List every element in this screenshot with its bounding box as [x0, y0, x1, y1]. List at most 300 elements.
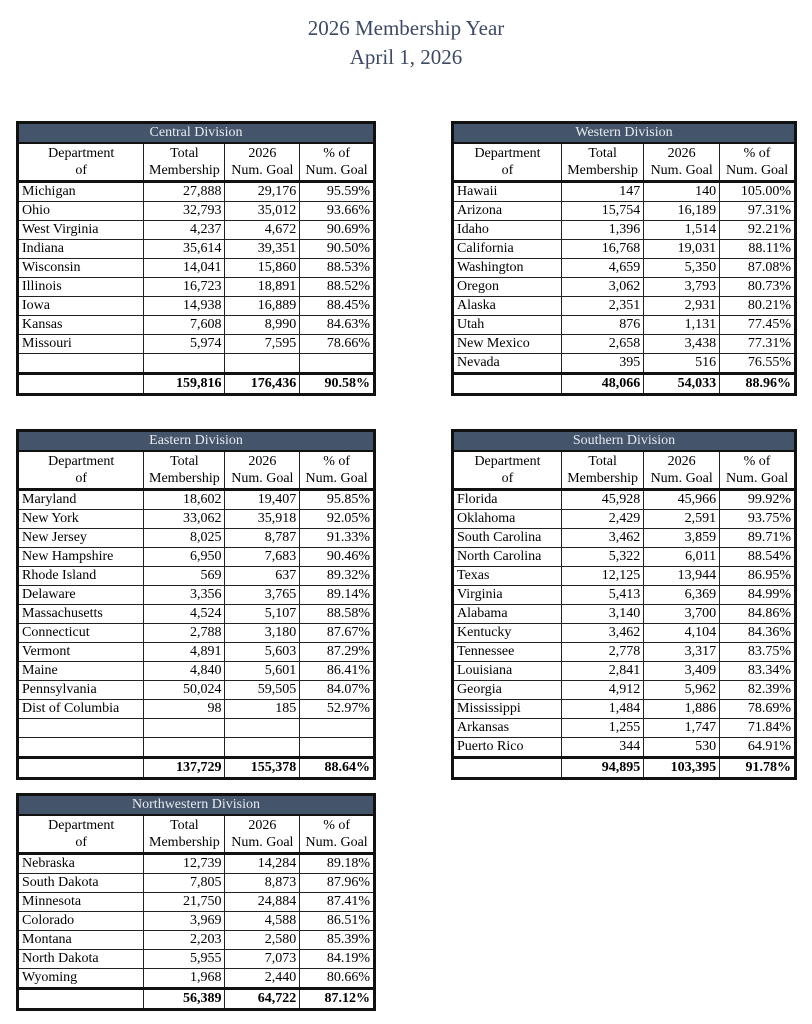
column-header-line: 2026 — [667, 454, 696, 469]
department-name: Dist of Columbia — [18, 700, 144, 719]
table-row — [453, 182, 796, 202]
column-header-line: Total — [588, 454, 617, 469]
total-membership: 2,429 — [561, 510, 643, 529]
column-header-line: % of — [323, 818, 351, 833]
num-goal-sum: 54,033 — [644, 374, 720, 395]
num-goal: 5,603 — [225, 643, 300, 662]
pct-of-goal: 82.39% — [720, 681, 796, 700]
total-membership: 395 — [561, 354, 643, 374]
column-header-line: Department — [474, 146, 541, 161]
column-header-total-membership — [561, 451, 643, 490]
column-header-total-membership — [144, 143, 225, 182]
num-goal: 6,369 — [644, 586, 720, 605]
column-header-total-membership — [144, 815, 225, 854]
department-name: Rhode Island — [18, 567, 144, 586]
column-header-line: Num. Goal — [231, 163, 294, 178]
column-header-line: % of — [743, 146, 771, 161]
table-row — [453, 202, 796, 221]
table-row — [18, 643, 375, 662]
column-header-pct-of-goal — [300, 451, 375, 490]
pct-of-goal: 88.11% — [720, 240, 796, 259]
department-name: Louisiana — [453, 662, 562, 681]
pct-of-goal: 91.33% — [300, 529, 375, 548]
table-row — [453, 681, 796, 700]
department-name: Kentucky — [453, 624, 562, 643]
num-goal: 8,873 — [225, 874, 300, 893]
total-membership: 3,462 — [561, 624, 643, 643]
department-name: Iowa — [18, 297, 144, 316]
pct-of-goal: 87.08% — [720, 259, 796, 278]
column-header-line: Num. Goal — [650, 163, 713, 178]
table-row — [18, 510, 375, 529]
department-name: Colorado — [18, 912, 144, 931]
pct-of-goal: 80.66% — [300, 969, 375, 989]
total-membership-sum: 48,066 — [561, 374, 643, 395]
department-name: Indiana — [18, 240, 144, 259]
department-name: New Jersey — [18, 529, 144, 548]
department-name: Oklahoma — [453, 510, 562, 529]
table-row — [18, 681, 375, 700]
table-row — [18, 912, 375, 931]
table-row — [453, 278, 796, 297]
total-membership: 4,912 — [561, 681, 643, 700]
table-row — [18, 969, 375, 989]
column-header-line: Department — [48, 818, 115, 833]
total-membership: 3,462 — [561, 529, 643, 548]
column-header-line: Num. Goal — [305, 471, 368, 486]
pct-of-goal: 84.19% — [300, 950, 375, 969]
column-header-line: % of — [323, 454, 351, 469]
department-name: Maine — [18, 662, 144, 681]
pct-of-goal: 78.69% — [720, 700, 796, 719]
total-membership: 8,025 — [144, 529, 225, 548]
pct-of-goal: 88.54% — [720, 548, 796, 567]
total-membership-sum: 159,816 — [144, 374, 225, 395]
total-membership: 3,140 — [561, 605, 643, 624]
table-row — [18, 950, 375, 969]
total-membership: 147 — [561, 182, 643, 202]
pct-of-goal: 99.92% — [720, 490, 796, 510]
pct-of-goal: 52.97% — [300, 700, 375, 719]
num-goal: 5,107 — [225, 605, 300, 624]
column-header-line: Total — [170, 454, 199, 469]
num-goal: 13,944 — [644, 567, 720, 586]
department-name: Montana — [18, 931, 144, 950]
department-name: North Dakota — [18, 950, 144, 969]
column-header-line: Num. Goal — [305, 835, 368, 850]
pct-of-goal: 93.75% — [720, 510, 796, 529]
total-membership: 12,125 — [561, 567, 643, 586]
num-goal: 24,884 — [225, 893, 300, 912]
column-header-row — [18, 451, 375, 490]
total-membership: 15,754 — [561, 202, 643, 221]
pct-of-goal: 87.29% — [300, 643, 375, 662]
column-header-num-goal — [644, 143, 720, 182]
num-goal — [225, 354, 300, 374]
pct-of-goal: 97.31% — [720, 202, 796, 221]
num-goal: 19,031 — [644, 240, 720, 259]
total-membership: 12,739 — [144, 854, 225, 874]
total-membership: 7,805 — [144, 874, 225, 893]
column-header-total-membership — [144, 451, 225, 490]
total-membership: 45,928 — [561, 490, 643, 510]
total-membership: 2,841 — [561, 662, 643, 681]
totals-row — [18, 374, 375, 395]
num-goal: 4,104 — [644, 624, 720, 643]
department-name: Massachusetts — [18, 605, 144, 624]
department-name: Minnesota — [18, 893, 144, 912]
pct-of-goal — [300, 738, 375, 758]
pct-of-goal: 84.86% — [720, 605, 796, 624]
column-header-line: of — [75, 471, 88, 486]
column-header-line: 2026 — [248, 146, 277, 161]
column-header-num-goal — [644, 451, 720, 490]
table-row — [453, 490, 796, 510]
table-row — [18, 854, 375, 874]
department-name: South Dakota — [18, 874, 144, 893]
pct-of-goal — [300, 719, 375, 738]
total-membership: 569 — [144, 567, 225, 586]
pct-of-goal: 84.99% — [720, 586, 796, 605]
column-header-line: % of — [743, 454, 771, 469]
total-membership: 98 — [144, 700, 225, 719]
pct-of-goal: 90.50% — [300, 240, 375, 259]
pct-of-goal-total: 91.78% — [720, 758, 796, 779]
pct-of-goal: 83.34% — [720, 662, 796, 681]
num-goal: 5,601 — [225, 662, 300, 681]
num-goal: 7,683 — [225, 548, 300, 567]
num-goal: 1,131 — [644, 316, 720, 335]
totals-label — [18, 758, 144, 779]
table-row — [453, 354, 796, 374]
department-name: Hawaii — [453, 182, 562, 202]
num-goal: 19,407 — [225, 490, 300, 510]
pct-of-goal: 88.58% — [300, 605, 375, 624]
table-row — [453, 719, 796, 738]
column-header-line: Department — [48, 146, 115, 161]
total-membership: 14,041 — [144, 259, 225, 278]
column-header-line: 2026 — [248, 454, 277, 469]
table-row — [453, 567, 796, 586]
pct-of-goal-total: 88.64% — [300, 758, 375, 779]
department-name: West Virginia — [18, 221, 144, 240]
total-membership: 2,351 — [561, 297, 643, 316]
total-membership: 1,484 — [561, 700, 643, 719]
num-goal: 3,859 — [644, 529, 720, 548]
table-row — [18, 874, 375, 893]
total-membership: 7,608 — [144, 316, 225, 335]
pct-of-goal: 88.52% — [300, 278, 375, 297]
total-membership: 5,413 — [561, 586, 643, 605]
num-goal: 5,962 — [644, 681, 720, 700]
table-row — [453, 643, 796, 662]
column-header-line: of — [501, 163, 514, 178]
total-membership: 1,968 — [144, 969, 225, 989]
total-membership: 3,356 — [144, 586, 225, 605]
total-membership: 876 — [561, 316, 643, 335]
num-goal: 45,966 — [644, 490, 720, 510]
pct-of-goal — [300, 354, 375, 374]
department-name: Texas — [453, 567, 562, 586]
table-row — [453, 297, 796, 316]
northwestern-division-table — [16, 793, 376, 1011]
table-row — [18, 240, 375, 259]
total-membership: 5,974 — [144, 335, 225, 354]
column-header-row — [18, 143, 375, 182]
table-row — [18, 354, 375, 374]
column-header-num-goal — [225, 143, 300, 182]
table-row — [18, 738, 375, 758]
department-name: Ohio — [18, 202, 144, 221]
column-header-line: % of — [323, 146, 351, 161]
pct-of-goal: 92.21% — [720, 221, 796, 240]
pct-of-goal: 84.07% — [300, 681, 375, 700]
pct-of-goal: 93.66% — [300, 202, 375, 221]
num-goal: 16,189 — [644, 202, 720, 221]
totals-row — [18, 989, 375, 1010]
column-header-department — [18, 451, 144, 490]
total-membership: 1,396 — [561, 221, 643, 240]
total-membership: 344 — [561, 738, 643, 758]
division-title: Central Division — [18, 123, 375, 144]
num-goal: 4,588 — [225, 912, 300, 931]
department-name: Arizona — [453, 202, 562, 221]
num-goal: 3,317 — [644, 643, 720, 662]
pct-of-goal: 87.96% — [300, 874, 375, 893]
pct-of-goal: 89.71% — [720, 529, 796, 548]
column-header-line: Num. Goal — [650, 471, 713, 486]
table-row — [18, 586, 375, 605]
column-header-pct-of-goal — [300, 143, 375, 182]
column-header-department — [453, 143, 562, 182]
table-row — [453, 700, 796, 719]
eastern-division-table — [16, 429, 376, 780]
pct-of-goal: 95.59% — [300, 182, 375, 202]
num-goal: 14,284 — [225, 854, 300, 874]
pct-of-goal: 86.51% — [300, 912, 375, 931]
division-title: Western Division — [453, 123, 796, 144]
column-header-pct-of-goal — [720, 143, 796, 182]
table-row — [18, 624, 375, 643]
table-row — [453, 738, 796, 758]
num-goal-sum: 176,436 — [225, 374, 300, 395]
num-goal: 185 — [225, 700, 300, 719]
num-goal: 15,860 — [225, 259, 300, 278]
total-membership: 18,602 — [144, 490, 225, 510]
department-name: Idaho — [453, 221, 562, 240]
num-goal: 3,765 — [225, 586, 300, 605]
table-row — [18, 662, 375, 681]
column-header-row — [453, 451, 796, 490]
num-goal: 35,918 — [225, 510, 300, 529]
table-row — [453, 316, 796, 335]
num-goal: 140 — [644, 182, 720, 202]
total-membership: 2,658 — [561, 335, 643, 354]
table-row — [453, 510, 796, 529]
column-header-line: of — [501, 471, 514, 486]
pct-of-goal: 87.67% — [300, 624, 375, 643]
department-name: Virginia — [453, 586, 562, 605]
department-name — [18, 354, 144, 374]
department-name: Maryland — [18, 490, 144, 510]
page-title: 2026 Membership Year — [307, 16, 505, 40]
pct-of-goal: 83.75% — [720, 643, 796, 662]
pct-of-goal: 85.39% — [300, 931, 375, 950]
pct-of-goal: 95.85% — [300, 490, 375, 510]
column-header-line: Membership — [567, 163, 638, 178]
column-header-line: Total — [170, 818, 199, 833]
department-name — [18, 738, 144, 758]
totals-row — [453, 758, 796, 779]
table-row — [18, 529, 375, 548]
totals-label — [453, 374, 562, 395]
totals-label — [18, 374, 144, 395]
division-title: Northwestern Division — [18, 795, 375, 816]
pct-of-goal: 71.84% — [720, 719, 796, 738]
column-header-department — [18, 815, 144, 854]
department-name: Florida — [453, 490, 562, 510]
column-header-line: 2026 — [667, 146, 696, 161]
total-membership: 6,950 — [144, 548, 225, 567]
table-row — [18, 335, 375, 354]
num-goal: 59,505 — [225, 681, 300, 700]
num-goal: 2,591 — [644, 510, 720, 529]
total-membership: 14,938 — [144, 297, 225, 316]
total-membership — [144, 354, 225, 374]
department-name: Washington — [453, 259, 562, 278]
department-name: New Hampshire — [18, 548, 144, 567]
num-goal: 2,931 — [644, 297, 720, 316]
page-date: April 1, 2026 — [349, 45, 463, 69]
totals-row — [453, 374, 796, 395]
num-goal: 8,990 — [225, 316, 300, 335]
department-name: Utah — [453, 316, 562, 335]
total-membership: 2,203 — [144, 931, 225, 950]
pct-of-goal-total: 90.58% — [300, 374, 375, 395]
pct-of-goal: 86.95% — [720, 567, 796, 586]
department-name: Illinois — [18, 278, 144, 297]
department-name: Missouri — [18, 335, 144, 354]
table-row — [453, 221, 796, 240]
num-goal — [225, 719, 300, 738]
department-name: Vermont — [18, 643, 144, 662]
pct-of-goal: 105.00% — [720, 182, 796, 202]
num-goal: 3,438 — [644, 335, 720, 354]
num-goal: 1,886 — [644, 700, 720, 719]
total-membership: 32,793 — [144, 202, 225, 221]
pct-of-goal: 77.31% — [720, 335, 796, 354]
department-name: Nebraska — [18, 854, 144, 874]
table-row — [18, 719, 375, 738]
table-row — [453, 586, 796, 605]
num-goal: 39,351 — [225, 240, 300, 259]
department-name: Puerto Rico — [453, 738, 562, 758]
num-goal: 3,180 — [225, 624, 300, 643]
column-header-line: Total — [588, 146, 617, 161]
total-membership: 4,659 — [561, 259, 643, 278]
pct-of-goal: 90.69% — [300, 221, 375, 240]
department-name: Wisconsin — [18, 259, 144, 278]
pct-of-goal: 77.45% — [720, 316, 796, 335]
column-header-line: Membership — [149, 471, 220, 486]
department-name: Delaware — [18, 586, 144, 605]
column-header-line: of — [75, 163, 88, 178]
pct-of-goal: 80.73% — [720, 278, 796, 297]
table-row — [18, 605, 375, 624]
total-membership — [144, 719, 225, 738]
total-membership: 4,840 — [144, 662, 225, 681]
num-goal: 4,672 — [225, 221, 300, 240]
pct-of-goal: 80.21% — [720, 297, 796, 316]
pct-of-goal: 89.14% — [300, 586, 375, 605]
pct-of-goal: 84.36% — [720, 624, 796, 643]
total-membership: 5,955 — [144, 950, 225, 969]
column-header-line: 2026 — [248, 818, 277, 833]
total-membership: 35,614 — [144, 240, 225, 259]
total-membership: 21,750 — [144, 893, 225, 912]
department-name: Nevada — [453, 354, 562, 374]
column-header-line: Num. Goal — [725, 471, 789, 486]
total-membership: 4,891 — [144, 643, 225, 662]
num-goal: 516 — [644, 354, 720, 374]
num-goal: 2,580 — [225, 931, 300, 950]
column-header-line: Department — [48, 454, 115, 469]
pct-of-goal: 90.46% — [300, 548, 375, 567]
pct-of-goal: 88.45% — [300, 297, 375, 316]
total-membership: 4,524 — [144, 605, 225, 624]
table-row — [18, 259, 375, 278]
column-header-department — [453, 451, 562, 490]
table-row — [18, 278, 375, 297]
department-name: Connecticut — [18, 624, 144, 643]
totals-row — [18, 758, 375, 779]
total-membership: 1,255 — [561, 719, 643, 738]
pct-of-goal: 89.18% — [300, 854, 375, 874]
table-row — [18, 297, 375, 316]
column-header-department — [18, 143, 144, 182]
department-name: South Carolina — [453, 529, 562, 548]
column-header-line: Membership — [567, 471, 638, 486]
department-name: Arkansas — [453, 719, 562, 738]
department-name: Alabama — [453, 605, 562, 624]
pct-of-goal: 84.63% — [300, 316, 375, 335]
num-goal: 16,889 — [225, 297, 300, 316]
column-header-line: Department — [474, 454, 541, 469]
num-goal-sum: 155,378 — [225, 758, 300, 779]
table-row — [453, 259, 796, 278]
column-header-num-goal — [225, 451, 300, 490]
department-name: New York — [18, 510, 144, 529]
western-division-table — [451, 121, 797, 396]
total-membership: 50,024 — [144, 681, 225, 700]
num-goal-sum: 103,395 — [644, 758, 720, 779]
column-header-line: Num. Goal — [305, 163, 368, 178]
table-row — [453, 605, 796, 624]
column-header-line: Membership — [149, 163, 220, 178]
num-goal: 3,793 — [644, 278, 720, 297]
num-goal: 18,891 — [225, 278, 300, 297]
column-header-num-goal — [225, 815, 300, 854]
total-membership: 27,888 — [144, 182, 225, 202]
southern-division-table — [451, 429, 797, 780]
column-header-pct-of-goal — [720, 451, 796, 490]
total-membership-sum: 56,389 — [144, 989, 225, 1010]
department-name: North Carolina — [453, 548, 562, 567]
table-row — [18, 316, 375, 335]
table-row — [18, 202, 375, 221]
num-goal: 5,350 — [644, 259, 720, 278]
pct-of-goal: 86.41% — [300, 662, 375, 681]
